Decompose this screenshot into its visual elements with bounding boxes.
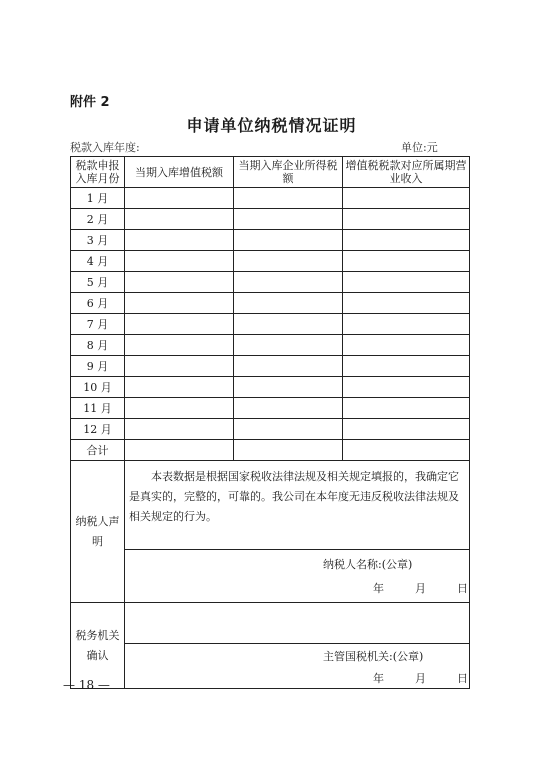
income-tax-cell[interactable] bbox=[234, 314, 343, 335]
declaration-date-day: 日 bbox=[457, 582, 468, 595]
total-row bbox=[71, 440, 470, 461]
declaration-row bbox=[71, 461, 470, 550]
table-row bbox=[71, 356, 470, 377]
month-label: 12 月 bbox=[71, 419, 125, 440]
month-label: 5 月 bbox=[71, 272, 125, 293]
revenue-cell[interactable] bbox=[343, 377, 470, 398]
income-tax-cell[interactable] bbox=[234, 251, 343, 272]
header-revenue: 增值税税款对应所属期营业收入 bbox=[343, 157, 470, 188]
table-row bbox=[71, 377, 470, 398]
month-label: 3 月 bbox=[71, 230, 125, 251]
tax-office-sign-row bbox=[71, 644, 470, 689]
vat-cell[interactable] bbox=[125, 377, 234, 398]
tax-status-table bbox=[70, 156, 470, 689]
vat-cell[interactable] bbox=[125, 335, 234, 356]
declaration-label: 纳税人声明 bbox=[71, 461, 125, 603]
table-header-row bbox=[71, 157, 470, 188]
vat-cell[interactable] bbox=[125, 230, 234, 251]
attachment-label: 附件 2 bbox=[70, 95, 110, 110]
header-vat: 当期入库增值税额 bbox=[125, 157, 234, 188]
revenue-cell[interactable] bbox=[343, 335, 470, 356]
income-tax-cell[interactable] bbox=[234, 419, 343, 440]
declaration-date-month: 月 bbox=[415, 582, 426, 595]
income-tax-cell[interactable] bbox=[234, 230, 343, 251]
declaration-date-year: 年 bbox=[373, 582, 384, 595]
revenue-cell[interactable] bbox=[343, 251, 470, 272]
declaration-sign-row bbox=[71, 550, 470, 603]
vat-cell[interactable] bbox=[125, 419, 234, 440]
income-tax-cell[interactable] bbox=[234, 356, 343, 377]
month-label: 8 月 bbox=[71, 335, 125, 356]
revenue-cell[interactable] bbox=[343, 314, 470, 335]
table-row bbox=[71, 398, 470, 419]
table-row bbox=[71, 419, 470, 440]
income-tax-cell[interactable] bbox=[234, 398, 343, 419]
total-income-tax-cell[interactable] bbox=[234, 440, 343, 461]
total-label: 合计 bbox=[71, 440, 125, 461]
income-tax-cell[interactable] bbox=[234, 188, 343, 209]
month-label: 11 月 bbox=[71, 398, 125, 419]
revenue-cell[interactable] bbox=[343, 293, 470, 314]
tax-office-confirm-cell[interactable] bbox=[125, 603, 470, 644]
revenue-cell[interactable] bbox=[343, 419, 470, 440]
revenue-cell[interactable] bbox=[343, 209, 470, 230]
tax-office-signature-cell[interactable] bbox=[125, 644, 470, 689]
tax-office-date-day: 日 bbox=[457, 672, 468, 685]
tax-office-date-year: 年 bbox=[373, 672, 384, 685]
tax-year-label: 税款入库年度: bbox=[70, 141, 140, 154]
table-row bbox=[71, 314, 470, 335]
table-row bbox=[71, 272, 470, 293]
unit-label: 单位:元 bbox=[401, 141, 438, 154]
vat-cell[interactable] bbox=[125, 251, 234, 272]
revenue-cell[interactable] bbox=[343, 356, 470, 377]
tax-office-seal-label: 主管国税机关:(公章) bbox=[323, 650, 424, 663]
income-tax-cell[interactable] bbox=[234, 335, 343, 356]
table-row bbox=[71, 335, 470, 356]
table-row bbox=[71, 251, 470, 272]
declaration-signature-cell[interactable] bbox=[125, 550, 470, 603]
month-label: 6 月 bbox=[71, 293, 125, 314]
month-label: 1 月 bbox=[71, 188, 125, 209]
month-label: 10 月 bbox=[71, 377, 125, 398]
page-number: — 18 — bbox=[63, 678, 110, 692]
income-tax-cell[interactable] bbox=[234, 293, 343, 314]
vat-cell[interactable] bbox=[125, 293, 234, 314]
income-tax-cell[interactable] bbox=[234, 377, 343, 398]
vat-cell[interactable] bbox=[125, 188, 234, 209]
vat-cell[interactable] bbox=[125, 356, 234, 377]
income-tax-cell[interactable] bbox=[234, 209, 343, 230]
revenue-cell[interactable] bbox=[343, 188, 470, 209]
table-row bbox=[71, 209, 470, 230]
tax-office-row bbox=[71, 603, 470, 644]
revenue-cell[interactable] bbox=[343, 230, 470, 251]
month-label: 2 月 bbox=[71, 209, 125, 230]
declaration-text: 本表数据是根据国家税收法律法规及相关规定填报的，我确定它是真实的，完整的，可靠的。我公司在本年度无违反税收法律法规及相关规定的行为。 bbox=[125, 461, 470, 550]
total-vat-cell[interactable] bbox=[125, 440, 234, 461]
month-label: 7 月 bbox=[71, 314, 125, 335]
table-row bbox=[71, 293, 470, 314]
vat-cell[interactable] bbox=[125, 314, 234, 335]
total-revenue-cell[interactable] bbox=[343, 440, 470, 461]
income-tax-cell[interactable] bbox=[234, 272, 343, 293]
month-label: 4 月 bbox=[71, 251, 125, 272]
table-row bbox=[71, 230, 470, 251]
page-title: 申请单位纳税情况证明 bbox=[186, 116, 357, 135]
vat-cell[interactable] bbox=[125, 272, 234, 293]
table-row bbox=[71, 188, 470, 209]
header-month: 税款申报入库月份 bbox=[71, 157, 125, 188]
revenue-cell[interactable] bbox=[343, 398, 470, 419]
tax-office-label: 税务机关确认 bbox=[71, 603, 125, 689]
month-label: 9 月 bbox=[71, 356, 125, 377]
vat-cell[interactable] bbox=[125, 209, 234, 230]
vat-cell[interactable] bbox=[125, 398, 234, 419]
tax-office-date-month: 月 bbox=[415, 672, 426, 685]
taxpayer-name-seal-label: 纳税人名称:(公章) bbox=[323, 558, 413, 571]
revenue-cell[interactable] bbox=[343, 272, 470, 293]
header-income-tax: 当期入库企业所得税额 bbox=[234, 157, 343, 188]
